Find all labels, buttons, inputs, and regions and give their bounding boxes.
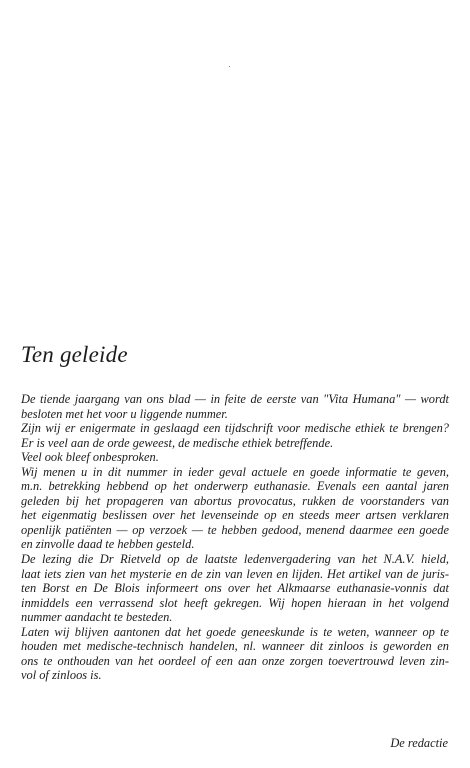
body-line: besloten met het voor u liggende nummer. [21,406,228,421]
article-body [21,392,449,683]
body-line: ons te onthouden van het oordeel of een aan onze zorgen toevertrouwd leven zin- [21,653,449,668]
body-line: openlijk patiënten — op verzoek — te hebben gedood, menend daarmee een goede [21,522,449,537]
article-title: Ten geleide [21,342,128,367]
body-line: laat iets zien van het mysterie en de zin van leven en lijden. Het artikel van de juris- [21,566,449,581]
signature: De redactie [390,736,448,750]
body-line: ten Borst en De Blois informeert ons over het Alkmaarse euthanasie-vonnis dat [21,581,449,596]
body-line: vol of zinloos is. [21,668,102,683]
paper-speck [229,66,230,67]
body-line: het eigenmatig beslissen over het levenseinde op en steeds meer artsen verklaren [21,508,449,523]
body-line: De lezing die Dr Rietveld op de laatste ledenvergadering van het N.A.V. hield, [21,552,449,567]
body-line: houden met medische-technisch handelen, nl. wanneer dit zinloos is geworden en [21,639,449,654]
body-line: Wij menen u in dit nummer in ieder geval actuele en goede informatie te geven, [21,464,449,479]
body-line: geleden bij het propageren van abortus provocatus, rukken de voorstanders van [21,493,449,508]
body-line: Er is veel aan de orde geweest, de medische ethiek betreffende. [21,435,334,450]
body-line: Zijn wij er enigermate in geslaagd een tijdschrift voor medische ethiek te brengen? [21,421,449,436]
body-line: nummer aandacht te besteden. [21,610,173,625]
body-line: en zinvolle daad te hebben gesteld. [21,537,195,552]
body-line: Laten wij blijven aantonen dat het goede geneeskunde is te weten, wanneer op te [21,624,449,639]
body-line: De tiende jaargang van ons blad — in feite de eerste van "Vita Humana" — wordt [21,392,449,406]
body-line: m.n. betrekking hebbend op het onderwerp euthanasie. Evenals een aantal jaren [21,479,449,494]
body-line: inmiddels een verrassend slot heeft gekregen. Wij hopen hieraan in het volgend [21,595,449,610]
body-line: Veel ook bleef onbesproken. [21,450,159,465]
